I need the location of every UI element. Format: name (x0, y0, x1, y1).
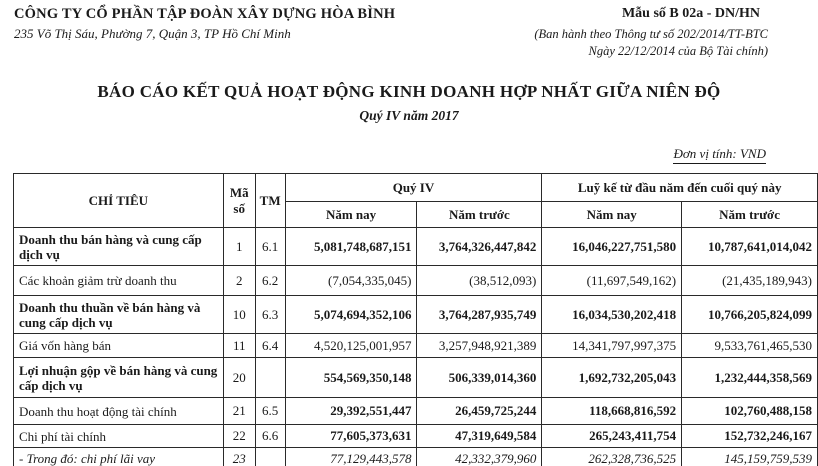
row-ytd-this-year: 14,341,797,997,375 (542, 334, 682, 358)
row-note: 6.4 (255, 334, 285, 358)
row-code: 11 (223, 334, 255, 358)
row-item: Doanh thu bán hàng và cung cấp dịch vụ (14, 228, 224, 266)
report-title: BÁO CÁO KẾT QUẢ HOẠT ĐỘNG KINH DOANH HỢP NHẤT GIỮA NIÊN ĐỘ (97, 82, 721, 101)
row-quarter-this-year: 5,081,748,687,151 (285, 228, 417, 266)
row-ytd-this-year: 16,034,530,202,418 (542, 296, 682, 334)
row-note (255, 358, 285, 398)
header-code: Mã số (223, 174, 255, 228)
row-ytd-last-year: 102,760,488,158 (682, 398, 818, 425)
row-ytd-last-year: 10,787,641,014,042 (682, 228, 818, 266)
row-quarter-this-year: 29,392,551,447 (285, 398, 417, 425)
issued-note-line-1: (Ban hành theo Thông tư số 202/2014/TT-BTC (534, 27, 768, 41)
row-quarter-last-year: 42,332,379,960 (417, 448, 542, 466)
row-quarter-this-year: 5,074,694,352,106 (285, 296, 417, 334)
row-item: - Trong đó: chi phí lãi vay (14, 448, 224, 466)
table-row (14, 448, 818, 466)
row-note: 6.6 (255, 425, 285, 448)
row-code: 22 (223, 425, 255, 448)
row-quarter-this-year: 77,605,373,631 (285, 425, 417, 448)
row-item: Chi phí tài chính (14, 425, 224, 448)
row-item: Lợi nhuận gộp về bán hàng và cung cấp dịch vụ (14, 358, 224, 398)
row-quarter-last-year: 506,339,014,360 (417, 358, 542, 398)
table-row (14, 425, 818, 448)
row-code: 1 (223, 228, 255, 266)
company-name: CÔNG TY CỔ PHẦN TẬP ĐOÀN XÂY DỰNG HÒA BÌNH (14, 6, 396, 22)
company-address: 235 Võ Thị Sáu, Phường 7, Quận 3, TP Hồ Chí Minh (14, 26, 291, 41)
income-statement-table (13, 173, 818, 466)
row-ytd-last-year: 145,159,759,539 (682, 448, 818, 466)
header-ytd-this-year: Năm nay (542, 202, 682, 228)
table-row (14, 358, 818, 398)
row-ytd-last-year: 10,766,205,824,099 (682, 296, 818, 334)
header-note: TM (255, 174, 285, 228)
row-ytd-this-year: 1,692,732,205,043 (542, 358, 682, 398)
row-quarter-this-year: 4,520,125,001,957 (285, 334, 417, 358)
header-item: CHỈ TIÊU (14, 174, 224, 228)
header-last-year: Năm trước (417, 202, 542, 228)
row-ytd-last-year: 152,732,246,167 (682, 425, 818, 448)
row-code: 21 (223, 398, 255, 425)
row-item: Doanh thu thuần về bán hàng và cung cấp dịch vụ (14, 296, 224, 334)
row-item: Các khoản giảm trừ doanh thu (14, 266, 224, 296)
table-row (14, 228, 818, 266)
header-this-year: Năm nay (285, 202, 417, 228)
table-row (14, 398, 818, 425)
table-row (14, 266, 818, 296)
row-note: 6.3 (255, 296, 285, 334)
row-note: 6.5 (255, 398, 285, 425)
row-note: 6.2 (255, 266, 285, 296)
table-row (14, 334, 818, 358)
header-ytd-last-year: Năm trước (682, 202, 818, 228)
row-ytd-this-year: 262,328,736,525 (542, 448, 682, 466)
table-row (14, 296, 818, 334)
row-ytd-last-year: 1,232,444,358,569 (682, 358, 818, 398)
row-code: 20 (223, 358, 255, 398)
row-ytd-last-year: 9,533,761,465,530 (682, 334, 818, 358)
row-quarter-last-year: 3,764,326,447,842 (417, 228, 542, 266)
row-quarter-last-year: 26,459,725,244 (417, 398, 542, 425)
row-ytd-this-year: 265,243,411,754 (542, 425, 682, 448)
form-number: Mẫu số B 02a - DN/HN (621, 6, 760, 21)
report-period: Quý IV năm 2017 (359, 108, 459, 123)
row-quarter-last-year: (38,512,093) (417, 266, 542, 296)
currency-unit: Đơn vị tính: VND (673, 146, 766, 164)
header-quarter-group: Quý IV (285, 174, 542, 202)
row-item: Doanh thu hoạt động tài chính (14, 398, 224, 425)
row-ytd-this-year: (11,697,549,162) (542, 266, 682, 296)
row-quarter-last-year: 3,257,948,921,389 (417, 334, 542, 358)
row-item: Giá vốn hàng bán (14, 334, 224, 358)
row-quarter-last-year: 3,764,287,935,749 (417, 296, 542, 334)
row-code: 10 (223, 296, 255, 334)
row-quarter-this-year: 77,129,443,578 (285, 448, 417, 466)
row-code: 2 (223, 266, 255, 296)
row-code: 23 (223, 448, 255, 466)
row-ytd-last-year: (21,435,189,943) (682, 266, 818, 296)
row-quarter-this-year: (7,054,335,045) (285, 266, 417, 296)
issued-note-line-2: Ngày 22/12/2014 của Bộ Tài chính) (588, 44, 768, 58)
row-note: 6.1 (255, 228, 285, 266)
row-ytd-this-year: 118,668,816,592 (542, 398, 682, 425)
header-ytd-group: Luỹ kế từ đầu năm đến cuối quý này (542, 174, 818, 202)
row-ytd-this-year: 16,046,227,751,580 (542, 228, 682, 266)
row-quarter-this-year: 554,569,350,148 (285, 358, 417, 398)
row-note (255, 448, 285, 466)
row-quarter-last-year: 47,319,649,584 (417, 425, 542, 448)
